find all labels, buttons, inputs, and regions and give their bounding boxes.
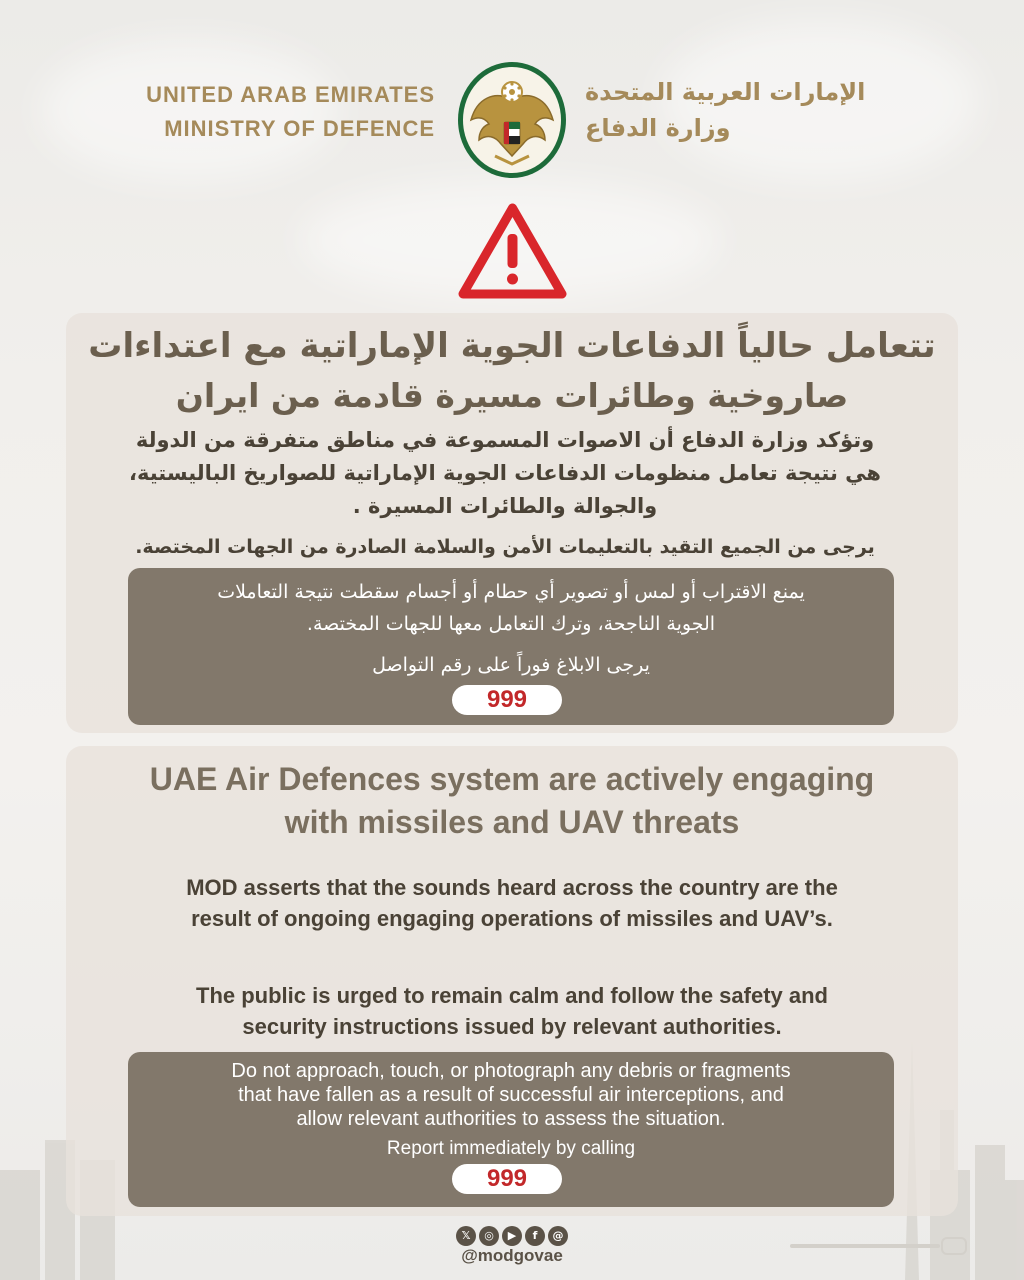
arabic-statement-line2: هي نتيجة تعامل منظومات الدفاعات الجوية الإماراتية للصواريخ الباليستية، [129,461,881,485]
english-warning-line1: Do not approach, touch, or photograph any debris or fragments [231,1060,791,1082]
arabic-warning-line1: يمنع الاقتراب أو لمس أو تصوير أي حطام أو أجسام سقطت نتيجة التعاملات [217,581,805,603]
signal-bars-watermark [790,1236,970,1256]
english-statement [0,872,1024,934]
instagram-icon[interactable]: ◎ [479,1226,499,1246]
english-statement-line1: MOD asserts that the sounds heard across the country are the [186,875,838,900]
english-statement-line2: result of ongoing engaging operations of missiles and UAV’s. [191,906,833,931]
uae-emblem-logo [455,60,569,180]
english-safety-line2: security instructions issued by relevant authorities. [242,1014,782,1039]
english-headline [0,758,1024,844]
arabic-headline-line1: تتعامل حالياً الدفاعات الجوية الإماراتية مع اعتداءات [88,326,936,366]
arabic-emergency-number[interactable]: 999 [452,685,562,715]
threads-icon[interactable]: @ [548,1226,568,1246]
arabic-warning-box [128,568,894,725]
english-warning-line2: that have fallen as a result of successful air interceptions, and [238,1084,784,1106]
arabic-report-line: يرجى الابلاغ فوراً على رقم التواصل [372,654,650,676]
arabic-statement-line1: وتؤكد وزارة الدفاع أن الاصوات المسموعة في مناطق متفرقة من الدولة [135,428,875,452]
country-name-arabic: الإمارات العربية المتحدة [585,78,866,106]
english-safety-instruction [0,980,1024,1042]
english-warning-box [128,1052,894,1207]
english-headline-line2: with missiles and UAV threats [284,804,740,840]
country-name-english: UNITED ARAB EMIRATES [146,82,435,107]
arabic-warning-line2: الجوية الناجحة، وترك التعامل معها للجهات المختصة. [306,613,716,635]
ministry-header [0,60,1024,180]
arabic-statement [80,424,930,523]
arabic-safety-instruction: يرجى من الجميع التقيد بالتعليمات الأمن والسلامة الصادرة من الجهات المختصة. [135,536,875,558]
ministry-name-arabic: وزارة الدفاع [585,114,731,142]
english-warning-line3: allow relevant authorities to assess the situation. [296,1108,726,1130]
social-handle[interactable]: @modgovae [461,1246,563,1265]
english-safety-line1: The public is urged to remain calm and follow the safety and [196,983,828,1008]
english-headline-line1: UAE Air Defences system are actively engaging [149,761,875,797]
social-media-icons [456,1226,568,1248]
header-english [146,78,435,146]
arabic-statement-line3: والجوالة والطائرات المسيرة . [352,494,658,518]
warning-triangle-icon [455,200,570,302]
x-icon[interactable]: 𝕏 [456,1226,476,1246]
english-report-line: Report immediately by calling [386,1138,636,1159]
arabic-headline-line2: صاروخية وطائرات مسيرة قادمة من ايران [175,376,849,415]
english-emergency-number[interactable]: 999 [452,1164,562,1194]
ministry-name-english: MINISTRY OF DEFENCE [164,116,435,141]
header-arabic [585,74,865,146]
youtube-icon[interactable]: ▶ [502,1226,522,1246]
facebook-icon[interactable]: f [525,1226,545,1246]
